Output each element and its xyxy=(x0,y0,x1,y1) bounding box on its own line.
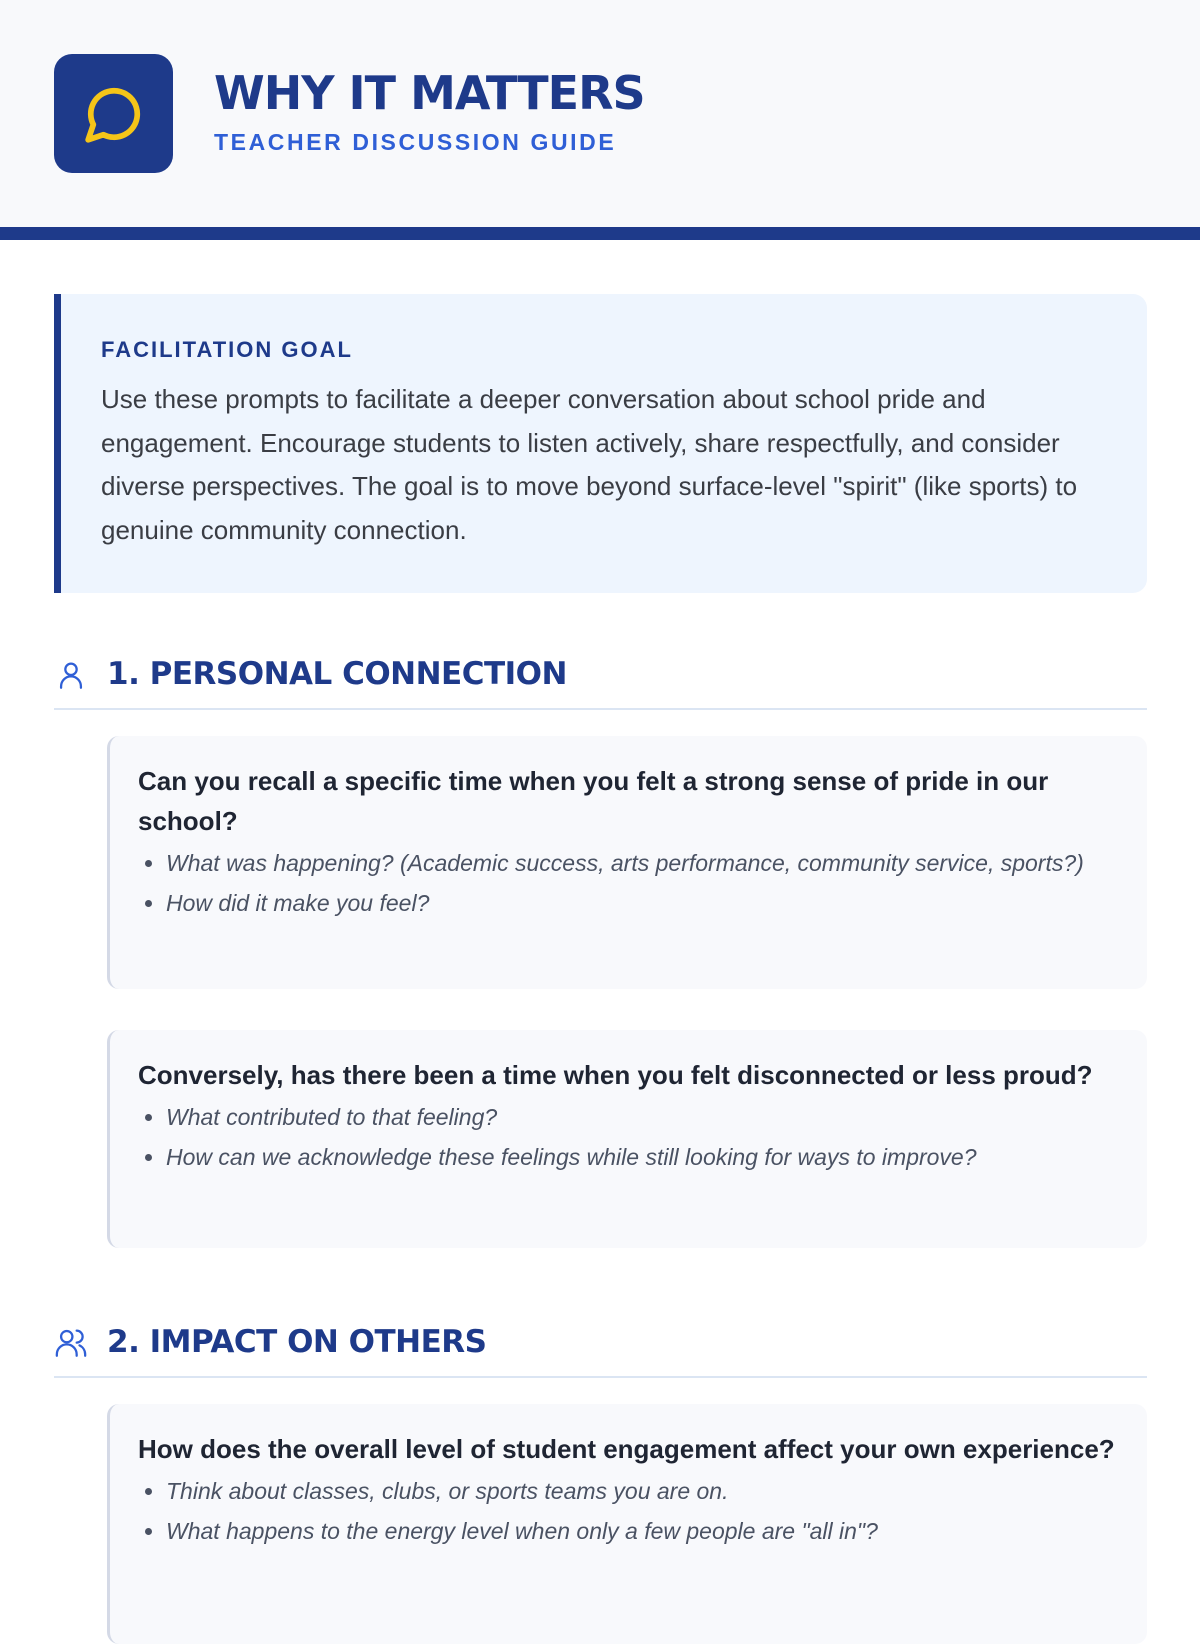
people-icon xyxy=(54,1326,88,1360)
page-title: WHY IT MATTERS xyxy=(214,66,645,120)
followup-item: • How did it make you feel? xyxy=(166,887,1117,920)
followup-list xyxy=(138,1101,1117,1174)
question-card xyxy=(107,736,1147,989)
chat-bubble-icon xyxy=(83,83,145,145)
page-header xyxy=(0,0,1200,240)
logo-badge xyxy=(54,54,173,173)
question-text: How does the overall level of student engagement affect your own experience? xyxy=(138,1434,1115,1464)
question-text: Conversely, has there been a time when you felt disconnected or less proud? xyxy=(138,1060,1093,1090)
question-text: Can you recall a specific time when you felt a strong sense of pride in our school? xyxy=(138,766,1049,836)
followup-item: • How can we acknowledge these feelings while still looking for ways to improve? xyxy=(166,1141,1117,1174)
followup-item: • What was happening? (Academic success, arts performance, community service, sports?) xyxy=(166,847,1117,880)
goal-text: Use these prompts to facilitate a deeper conversation about school pride and engagement. Encourage students to listen actively, share respectfully, and consider diverse perspectives. The goal is to move beyond surface-level "spirit" (like sports) to genuine community connection. xyxy=(101,384,1078,545)
followup-item: • Think about classes, clubs, or sports teams you are on. xyxy=(166,1475,1117,1508)
section-title: 2. IMPACT ON OTHERS xyxy=(107,1324,487,1360)
followup-item: • What contributed to that feeling? xyxy=(166,1101,1117,1134)
followup-list xyxy=(138,847,1117,920)
goal-label: FACILITATION GOAL xyxy=(101,337,353,362)
section-header-personal-connection xyxy=(54,650,1147,710)
facilitation-goal-box xyxy=(54,294,1147,593)
followup-item: • What happens to the energy level when only a few people are "all in"? xyxy=(166,1515,1117,1548)
page-subtitle: TEACHER DISCUSSION GUIDE xyxy=(214,129,617,155)
section-title: 1. PERSONAL CONNECTION xyxy=(107,656,567,692)
followup-list xyxy=(138,1475,1117,1548)
person-icon xyxy=(54,658,88,692)
question-card xyxy=(107,1030,1147,1248)
question-card xyxy=(107,1404,1147,1644)
section-header-impact-on-others xyxy=(54,1318,1147,1378)
